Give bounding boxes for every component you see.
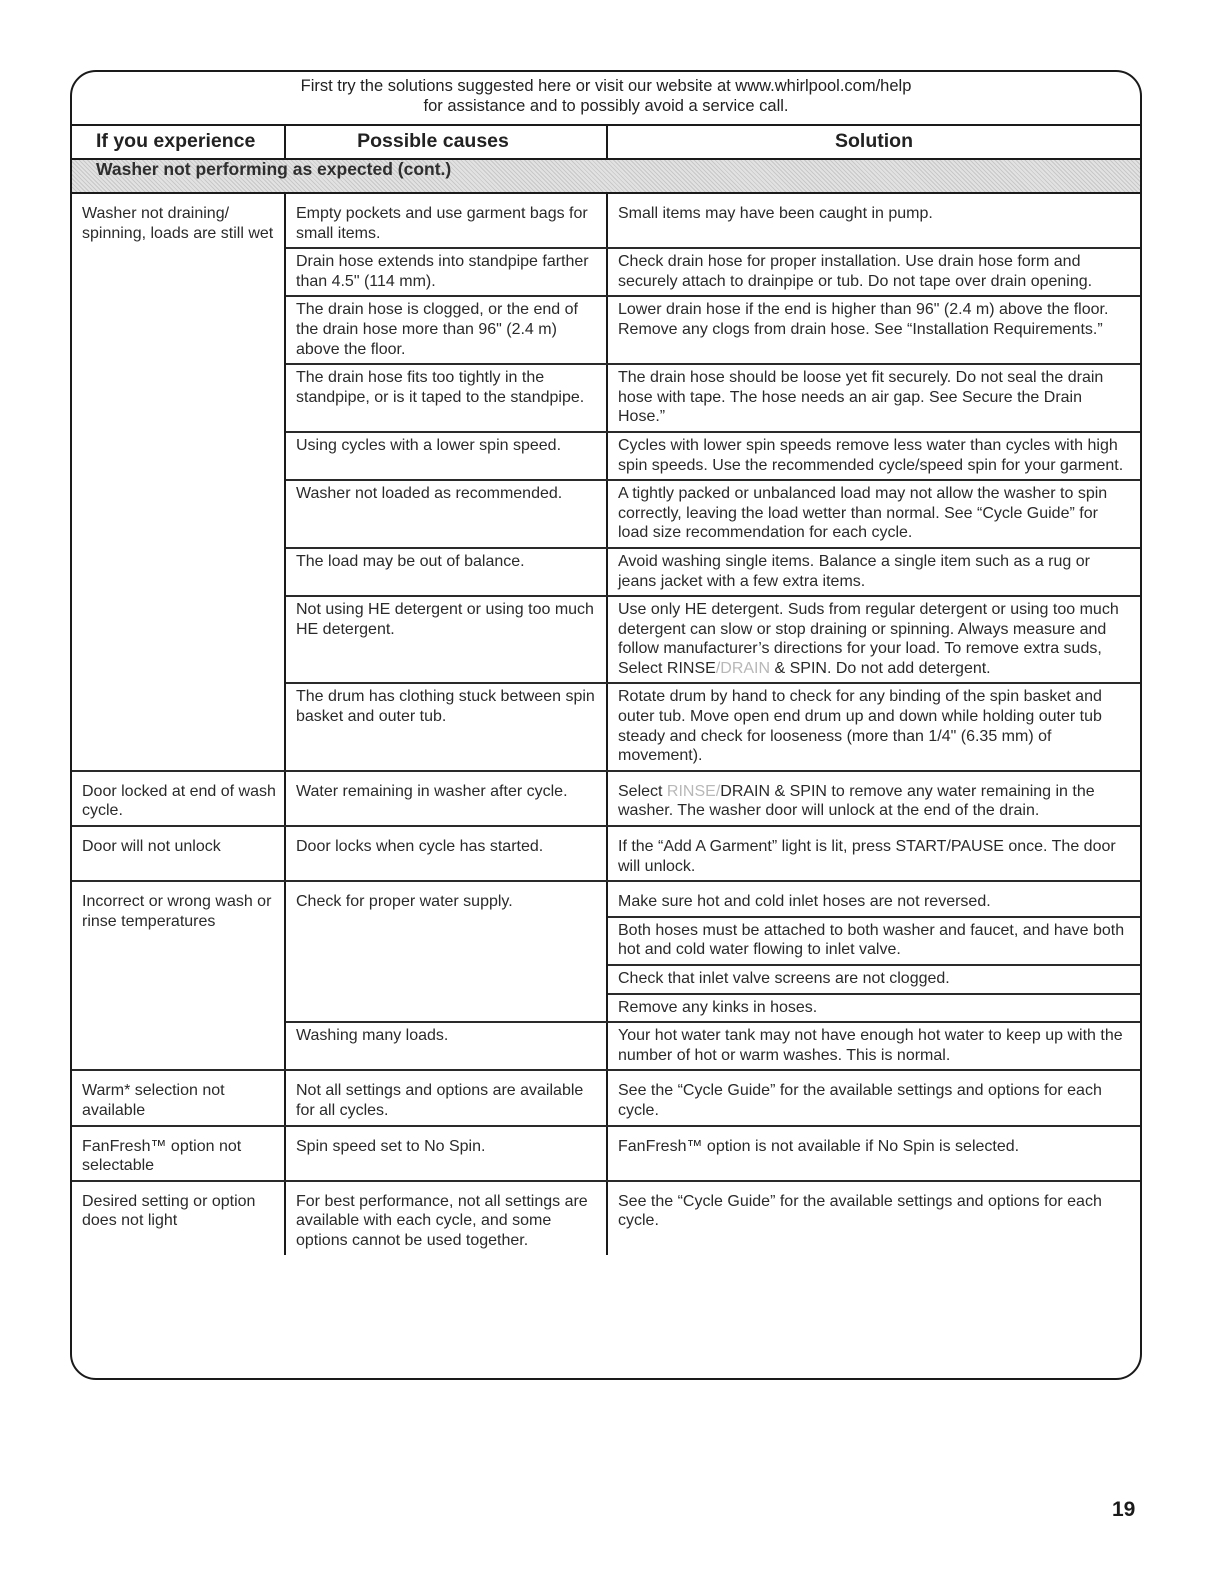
solution-cell (607, 771, 1140, 826)
cause-cell: The drain hose fits too tightly in the standpipe, or is it taped to the standpipe. (285, 364, 607, 432)
cause-cell: The drain hose is clogged, or the end of the drain hose more than 96" (2.4 m) above the floor. (285, 296, 607, 364)
table-row (72, 1070, 1140, 1125)
experience-cell: Warm* selection not available (72, 1070, 285, 1125)
section-title: Washer not performing as expected (cont.) (72, 159, 1140, 193)
solution-cell: Your hot water tank may not have enough hot water to keep up with the number of hot or warm washes. This is normal. (607, 1022, 1140, 1070)
cause-cell: Spin speed set to No Spin. (285, 1126, 607, 1181)
table-row (72, 881, 1140, 917)
solution-faint-text: /DRAIN (715, 659, 771, 677)
cause-cell: Water remaining in washer after cycle. (285, 771, 607, 826)
table-row (72, 1126, 1140, 1181)
cause-cell: Not using HE detergent or using too much HE detergent. (285, 596, 607, 683)
table-row (72, 193, 1140, 248)
solution-cell (607, 596, 1140, 683)
solution-cell: Rotate drum by hand to check for any binding of the spin basket and outer tub. Move open end drum up and down while holding outer tub steady and check for looseness (more than 1/4" (6.35 mm) of movement). (607, 683, 1140, 770)
experience-cell: Desired setting or option does not light (72, 1181, 285, 1255)
experience-cell: Washer not draining/ spinning, loads are still wet (72, 193, 285, 771)
experience-cell: Door locked at end of wash cycle. (72, 771, 285, 826)
table-row (72, 1181, 1140, 1255)
table-row (72, 771, 1140, 826)
cause-cell: Not all settings and options are available for all cycles. (285, 1070, 607, 1125)
solution-cell: Make sure hot and cold inlet hoses are not reversed. (607, 881, 1140, 917)
solution-faint-text: RINSE/ (666, 782, 721, 800)
column-header-causes: Possible causes (285, 125, 607, 159)
cause-cell: Empty pockets and use garment bags for small items. (285, 193, 607, 248)
cause-cell: Using cycles with a lower spin speed. (285, 432, 607, 480)
solution-cell: Cycles with lower spin speeds remove less water than cycles with high spin speeds. Use the recommended cycle/speed spin for your garment. (607, 432, 1140, 480)
cause-cell: For best performance, not all settings are available with each cycle, and some options cannot be used together. (285, 1181, 607, 1255)
intro-line-2: for assistance and to possibly avoid a service call. (423, 97, 789, 115)
experience-cell: Incorrect or wrong wash or rinse temperatures (72, 881, 285, 1070)
page-number: 19 (1112, 1498, 1136, 1521)
solution-cell: Small items may have been caught in pump. (607, 193, 1140, 248)
column-header-experience: If you experience (72, 125, 285, 159)
intro-line-1: First try the solutions suggested here or visit our website at www.whirlpool.com/help (300, 77, 912, 95)
solution-cell: The drain hose should be loose yet fit securely. Do not seal the drain hose with tape. The hose needs an air gap. See Secure the Drain Hose.” (607, 364, 1140, 432)
solution-cell: Avoid washing single items. Balance a single item such as a rug or jeans jacket with a few extra items. (607, 548, 1140, 596)
solution-text: & SPIN. Do not add detergent. (770, 659, 991, 677)
solution-cell: Remove any kinks in hoses. (607, 994, 1140, 1023)
cause-cell: Check for proper water supply. (285, 881, 607, 1022)
solution-cell: A tightly packed or unbalanced load may not allow the washer to spin correctly, leaving the load wetter than normal. See “Cycle Guide” for load size recommendation for each cycle. (607, 480, 1140, 548)
troubleshooting-table (72, 124, 1140, 1255)
solution-cell: See the “Cycle Guide” for the available settings and options for each cycle. (607, 1070, 1140, 1125)
solution-cell: Check that inlet valve screens are not clogged. (607, 965, 1140, 994)
solution-cell: Both hoses must be attached to both washer and faucet, and have both hot and cold water flowing to inlet valve. (607, 917, 1140, 965)
cause-cell: The drum has clothing stuck between spin basket and outer tub. (285, 683, 607, 770)
experience-cell: Door will not unlock (72, 826, 285, 881)
solution-text: DRAIN & SPIN to remove any water remaining in the washer. The washer door will unlock at the end of the drain. (618, 782, 1095, 820)
cause-cell: Drain hose extends into standpipe farther than 4.5" (114 mm). (285, 248, 607, 296)
cause-cell: Washing many loads. (285, 1022, 607, 1070)
solution-cell: FanFresh™ option is not available if No Spin is selected. (607, 1126, 1140, 1181)
solution-text: Use only HE detergent. Suds from regular detergent or using too much detergent can slow or stop draining or spinning. Always measure and follow manufacturer’s directions for your load. To remove extra suds, Select RINSE (618, 601, 1119, 677)
intro-note (72, 76, 1140, 116)
section-header-row (72, 159, 1140, 193)
cause-cell: Washer not loaded as recommended. (285, 480, 607, 548)
solution-cell: See the “Cycle Guide” for the available settings and options for each cycle. (618, 1192, 1102, 1230)
cause-cell: Door locks when cycle has started. (285, 826, 607, 881)
experience-cell: FanFresh™ option not selectable (72, 1126, 285, 1181)
solution-cell: Lower drain hose if the end is higher than 96" (2.4 m) above the floor. Remove any clogs from drain hose. See “Installation Requirements.” (607, 296, 1140, 364)
solution-cell: Check drain hose for proper installation. Use drain hose form and securely attach to drainpipe or tub. Do not tape over drain opening. (607, 248, 1140, 296)
column-header-solution: Solution (607, 125, 1140, 159)
cause-cell: The load may be out of balance. (285, 548, 607, 596)
solution-cell: If the “Add A Garment” light is lit, press START/PAUSE once. The door will unlock. (607, 826, 1140, 881)
table-row (72, 826, 1140, 881)
table-header-row (72, 125, 1140, 159)
solution-text: Select (618, 782, 667, 800)
